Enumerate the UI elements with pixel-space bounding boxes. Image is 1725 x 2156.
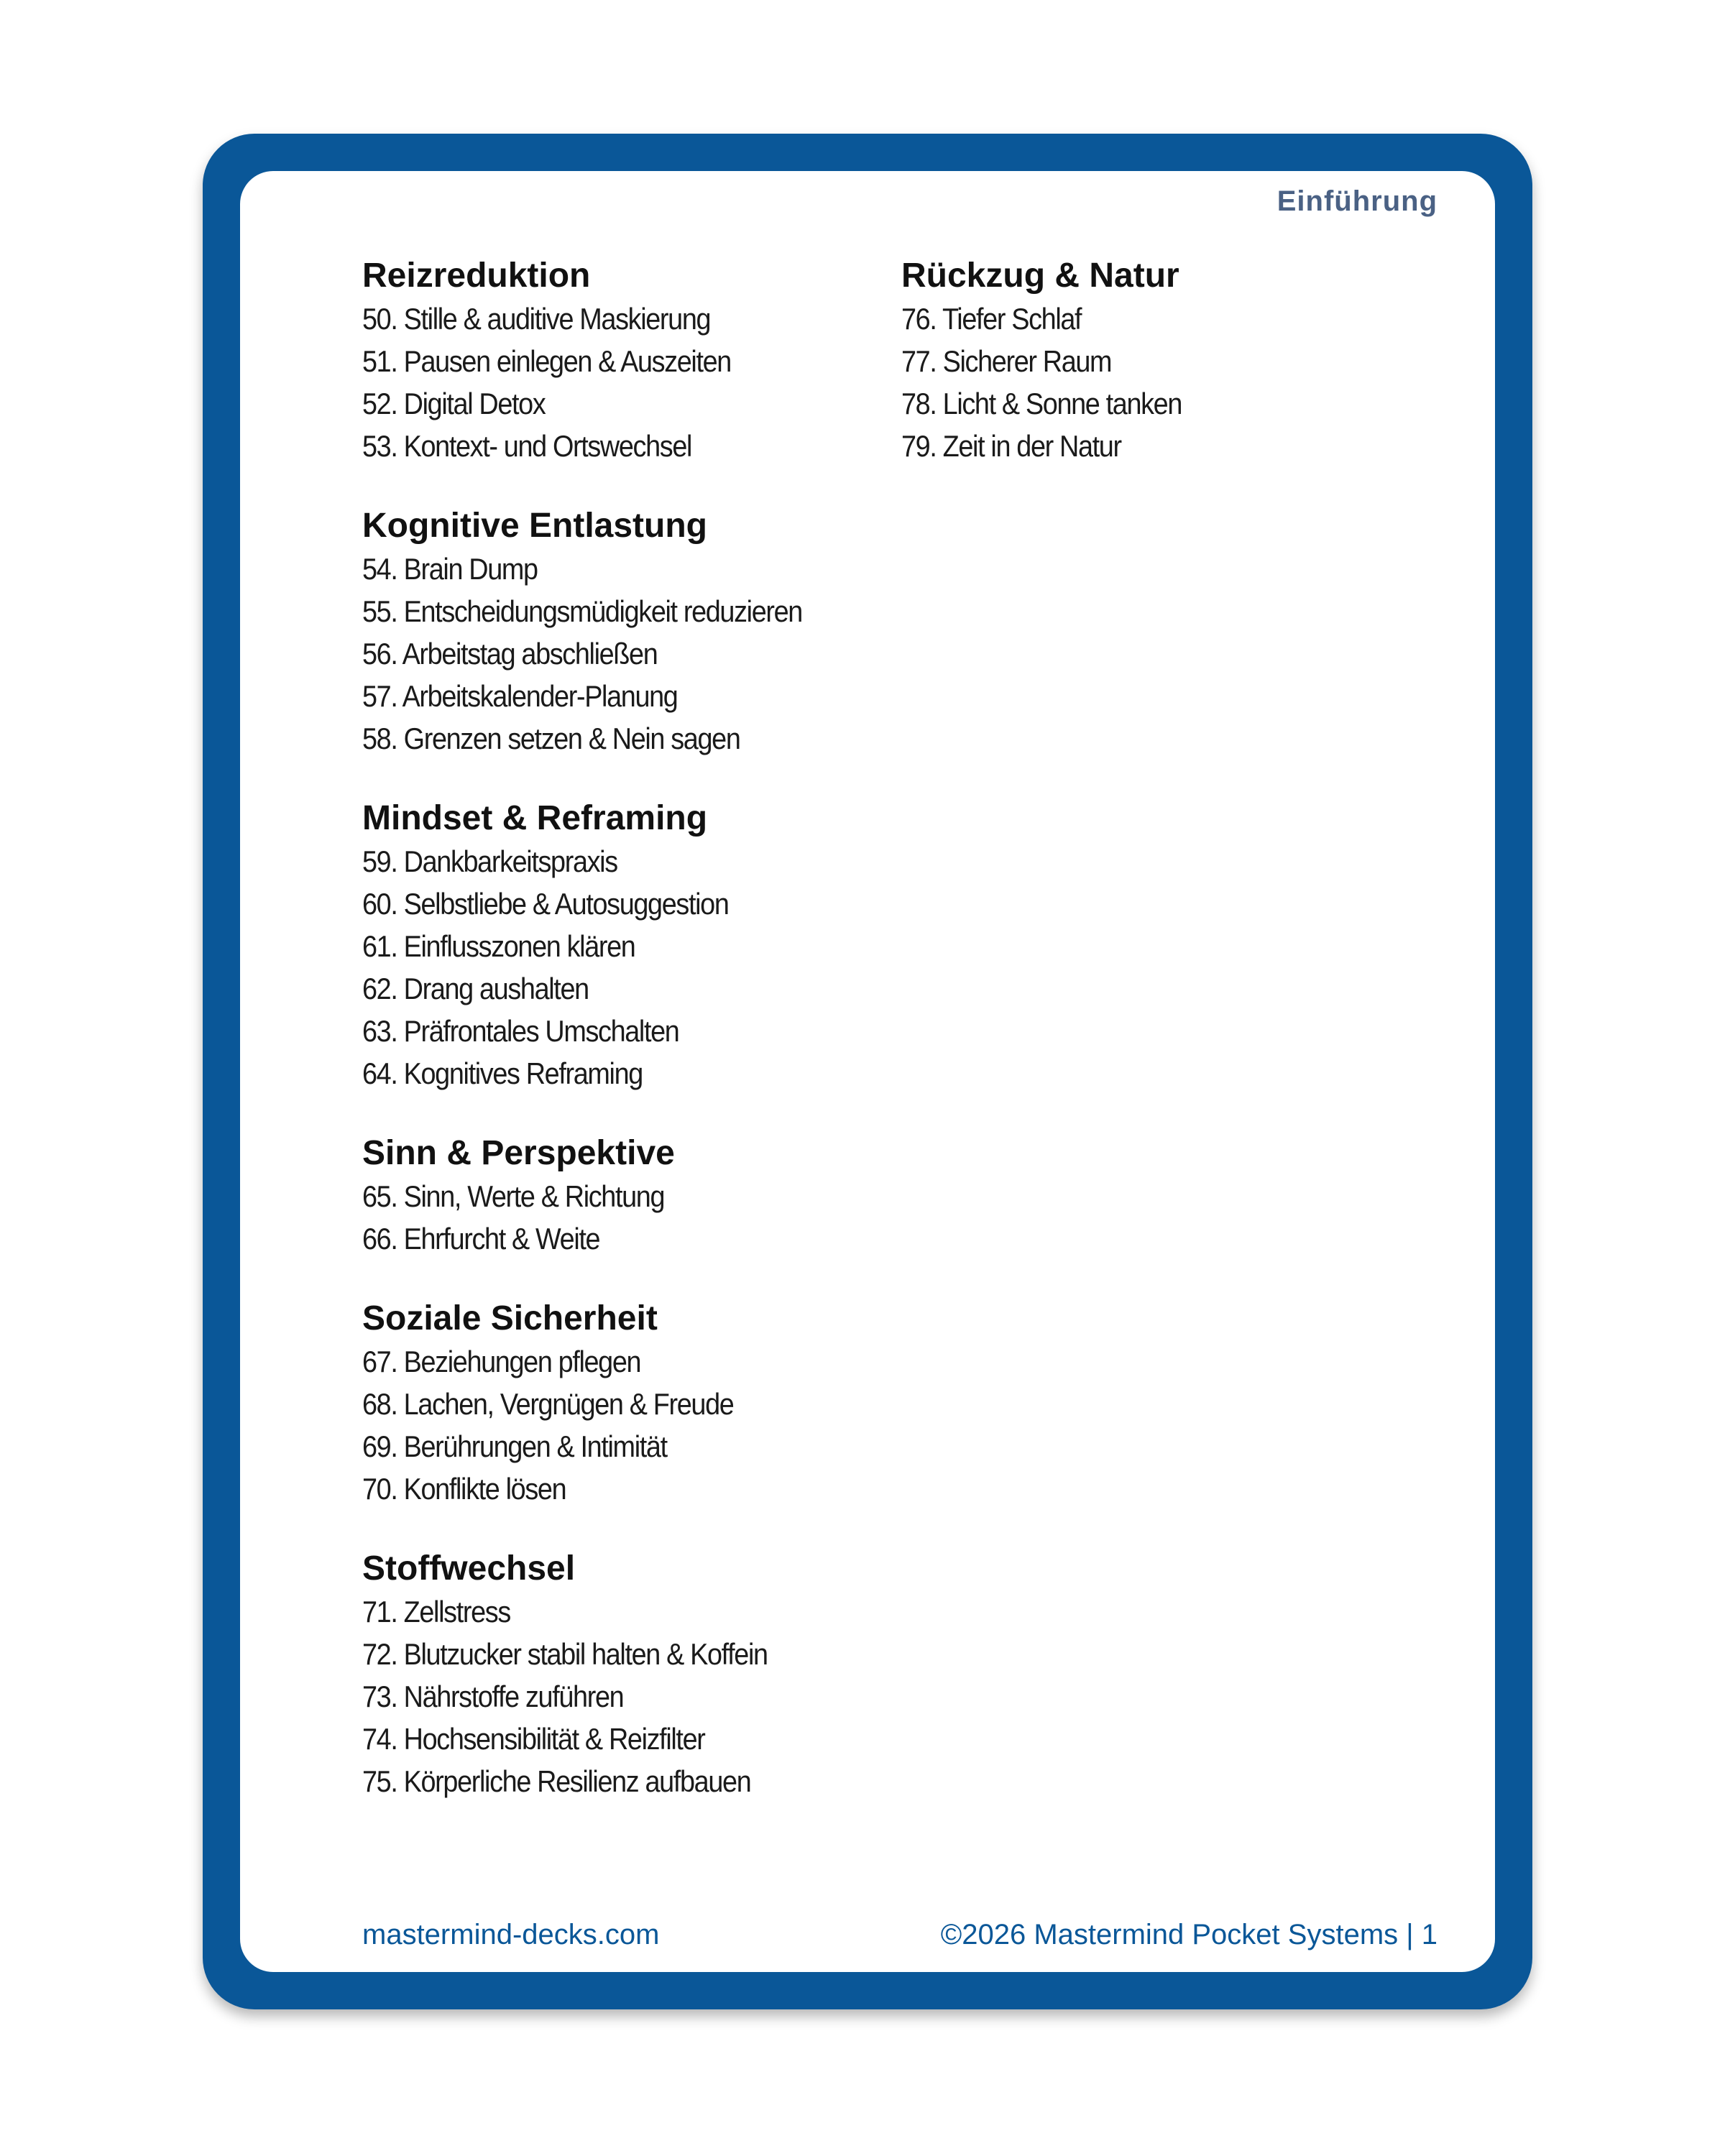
list-item: 52. Digital Detox bbox=[362, 387, 546, 420]
list-item: 78. Licht & Sonne tanken bbox=[901, 387, 1182, 420]
section-tag: Einführung bbox=[1276, 185, 1438, 217]
list-item: 72. Blutzucker stabil halten & Koffein bbox=[362, 1637, 768, 1671]
list-item: 76. Tiefer Schlaf bbox=[901, 302, 1082, 336]
list-item: 74. Hochsensibilität & Reizfilter bbox=[362, 1722, 705, 1756]
list-item: 62. Drang aushalten bbox=[362, 972, 589, 1005]
website-link[interactable]: mastermind-decks.com bbox=[362, 1919, 660, 1950]
list-item: 56. Arbeitstag abschließen bbox=[362, 637, 658, 671]
group-title: Mindset & Reframing bbox=[362, 799, 708, 837]
card-page bbox=[240, 171, 1495, 1972]
list-item: 53. Kontext- und Ortswechsel bbox=[362, 429, 692, 463]
list-item: 57. Arbeitskalender-Planung bbox=[362, 679, 678, 713]
topic-group bbox=[362, 1547, 880, 1802]
list-item: 58. Grenzen setzen & Nein sagen bbox=[362, 722, 740, 755]
list-item: 55. Entscheidungsmüdigkeit reduzieren bbox=[362, 594, 802, 628]
list-item: 69. Berührungen & Intimität bbox=[362, 1429, 667, 1463]
topic-group bbox=[362, 1297, 880, 1510]
right-column bbox=[901, 254, 1419, 505]
list-item: 50. Stille & auditive Maskierung bbox=[362, 302, 711, 336]
group-title: Reizreduktion bbox=[362, 257, 591, 295]
topic-group bbox=[362, 505, 880, 760]
topic-group bbox=[362, 797, 880, 1095]
list-item: 61. Einflusszonen klären bbox=[362, 929, 635, 963]
copyright-notice: ©2026 Mastermind Pocket Systems | 1 bbox=[940, 1919, 1438, 1950]
list-item: 71. Zellstress bbox=[362, 1595, 510, 1628]
group-title: Rückzug & Natur bbox=[901, 257, 1179, 295]
group-title: Kognitive Entlastung bbox=[362, 507, 707, 545]
list-item: 54. Brain Dump bbox=[362, 552, 538, 586]
left-column bbox=[362, 254, 880, 1840]
list-item: 73. Nährstoffe zuführen bbox=[362, 1680, 624, 1713]
list-item: 64. Kognitives Reframing bbox=[362, 1056, 643, 1090]
list-item: 51. Pausen einlegen & Auszeiten bbox=[362, 344, 731, 378]
list-item: 63. Präfrontales Umschalten bbox=[362, 1014, 679, 1048]
topic-group bbox=[362, 1132, 880, 1260]
list-item: 65. Sinn, Werte & Richtung bbox=[362, 1179, 665, 1213]
group-title: Soziale Sicherheit bbox=[362, 1299, 658, 1337]
list-item: 79. Zeit in der Natur bbox=[901, 429, 1121, 463]
list-item: 60. Selbstliebe & Autosuggestion bbox=[362, 887, 729, 921]
topic-group bbox=[362, 254, 880, 467]
group-title: Sinn & Perspektive bbox=[362, 1134, 675, 1172]
list-item: 70. Konflikte lösen bbox=[362, 1472, 566, 1506]
list-item: 75. Körperliche Resilienz aufbauen bbox=[362, 1764, 751, 1798]
card-frame bbox=[203, 134, 1532, 2009]
list-item: 68. Lachen, Vergnügen & Freude bbox=[362, 1387, 734, 1421]
group-title: Stoffwechsel bbox=[362, 1549, 576, 1588]
list-item: 67. Beziehungen pflegen bbox=[362, 1345, 641, 1378]
list-item: 77. Sicherer Raum bbox=[901, 344, 1112, 378]
list-item: 59. Dankbarkeitspraxis bbox=[362, 844, 617, 878]
list-item: 66. Ehrfurcht & Weite bbox=[362, 1222, 600, 1256]
topic-group bbox=[901, 254, 1419, 467]
